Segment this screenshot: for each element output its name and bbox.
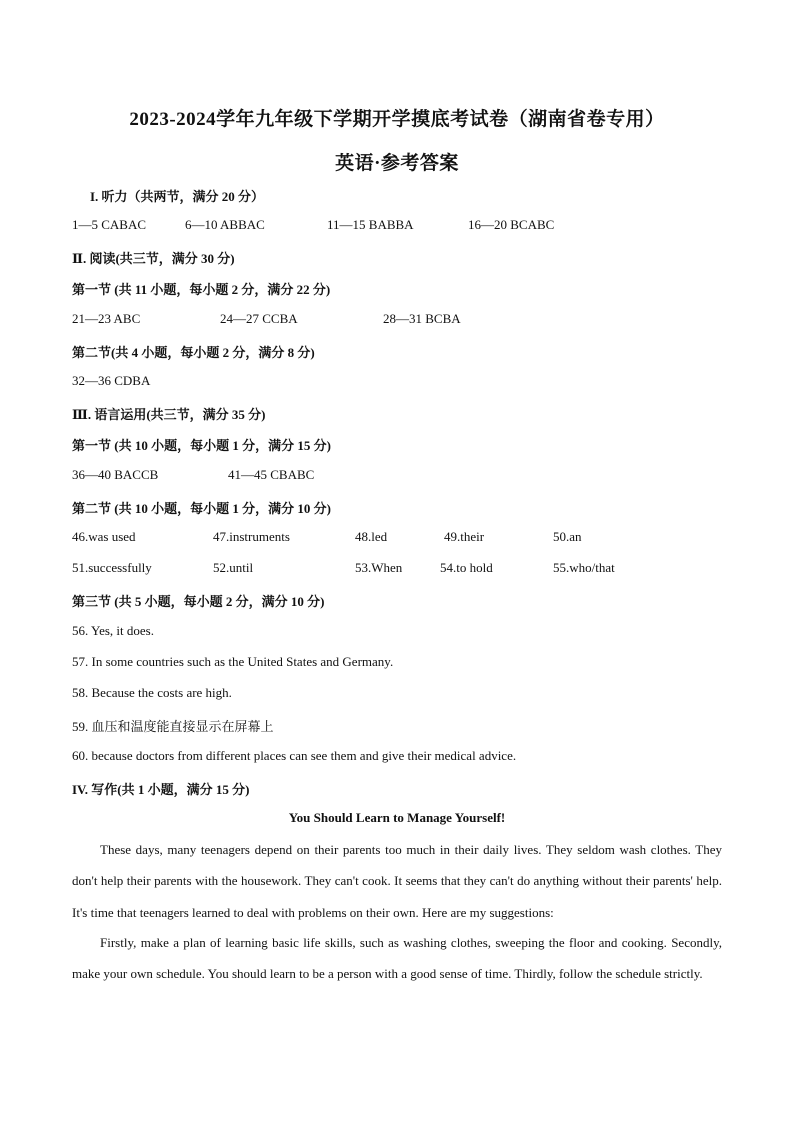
language-section2-heading: 第二节 (共 10 小题，每小题 1 分，满分 10 分) — [72, 501, 331, 516]
answer-54: 54.to hold — [440, 560, 493, 575]
answer-28-31: 28—31 BCBA — [383, 311, 461, 326]
answer-47: 47.instruments — [213, 529, 290, 544]
document-title: 2023-2024学年九年级下学期开学摸底考试卷（湖南省卷专用） — [129, 109, 665, 130]
answer-58: 58. Because the costs are high. — [72, 685, 232, 700]
answer-32-36: 32—36 CDBA — [72, 373, 151, 388]
answer-6-10: 6—10 ABBAC — [185, 217, 265, 232]
answer-60: 60. because doctors from different places can see them and give their medical advice. — [72, 748, 517, 763]
essay-paragraph-1: These days, many teenagers depend on their parents too much in their daily lives. They seldom wash clothes. They don't help their parents with the housework. They can't cook. It seems that they can't do anything without their parents' help. It's time that teenagers learned to deal with problems on their own. Here are my suggestions: — [72, 842, 722, 920]
answer-41-45: 41—45 CBABC — [228, 467, 315, 482]
language-section1-heading: 第一节 (共 10 小题，每小题 1 分，满分 15 分) — [72, 438, 331, 453]
reading-section1-heading: 第一节 (共 11 小题，每小题 2 分，满分 22 分) — [72, 282, 331, 297]
answer-51: 51.successfully — [72, 560, 152, 575]
answer-55: 55.who/that — [553, 560, 615, 575]
answer-24-27: 24—27 CCBA — [220, 311, 298, 326]
answer-57: 57. In some countries such as the United States and Germany. — [72, 654, 394, 669]
answer-53: 53.When — [355, 560, 403, 575]
language-heading: Ⅲ. 语言运用(共三节，满分 35 分) — [72, 407, 266, 422]
essay-title: You Should Learn to Manage Yourself! — [288, 810, 506, 825]
writing-heading: IV. 写作(共 1 小题，满分 15 分) — [72, 782, 250, 797]
answer-59: 59. 血压和温度能直接显示在屏幕上 — [72, 719, 274, 734]
answer-46: 46.was used — [72, 529, 136, 544]
language-section3-heading: 第三节 (共 5 小题，每小题 2 分，满分 10 分) — [72, 594, 325, 609]
reading-section2-heading: 第二节(共 4 小题，每小题 2 分，满分 8 分) — [72, 345, 315, 360]
answer-56: 56. Yes, it does. — [72, 623, 154, 638]
answer-16-20: 16—20 BCABC — [468, 217, 555, 232]
reading-heading: Ⅱ. 阅读(共三节，满分 30 分) — [72, 251, 235, 266]
answer-50: 50.an — [553, 529, 582, 544]
listening-heading: I. 听力（共两节，满分 20 分） — [90, 189, 265, 204]
answer-36-40: 36—40 BACCB — [72, 467, 159, 482]
answer-49: 49.their — [444, 529, 485, 544]
answer-21-23: 21—23 ABC — [72, 311, 141, 326]
answer-1-5: 1—5 CABAC — [72, 217, 147, 232]
answer-52: 52.until — [213, 560, 254, 575]
document-subtitle: 英语·参考答案 — [335, 153, 459, 174]
essay-paragraph-2: Firstly, make a plan of learning basic life skills, such as washing clothes, sweeping the floor and cooking. Secondly, make your own schedule. You should learn to be a person with a good sense of time. Thirdly, follow the schedule strictly. — [72, 935, 722, 982]
answer-11-15: 11—15 BABBA — [327, 217, 414, 232]
answer-48: 48.led — [355, 529, 388, 544]
